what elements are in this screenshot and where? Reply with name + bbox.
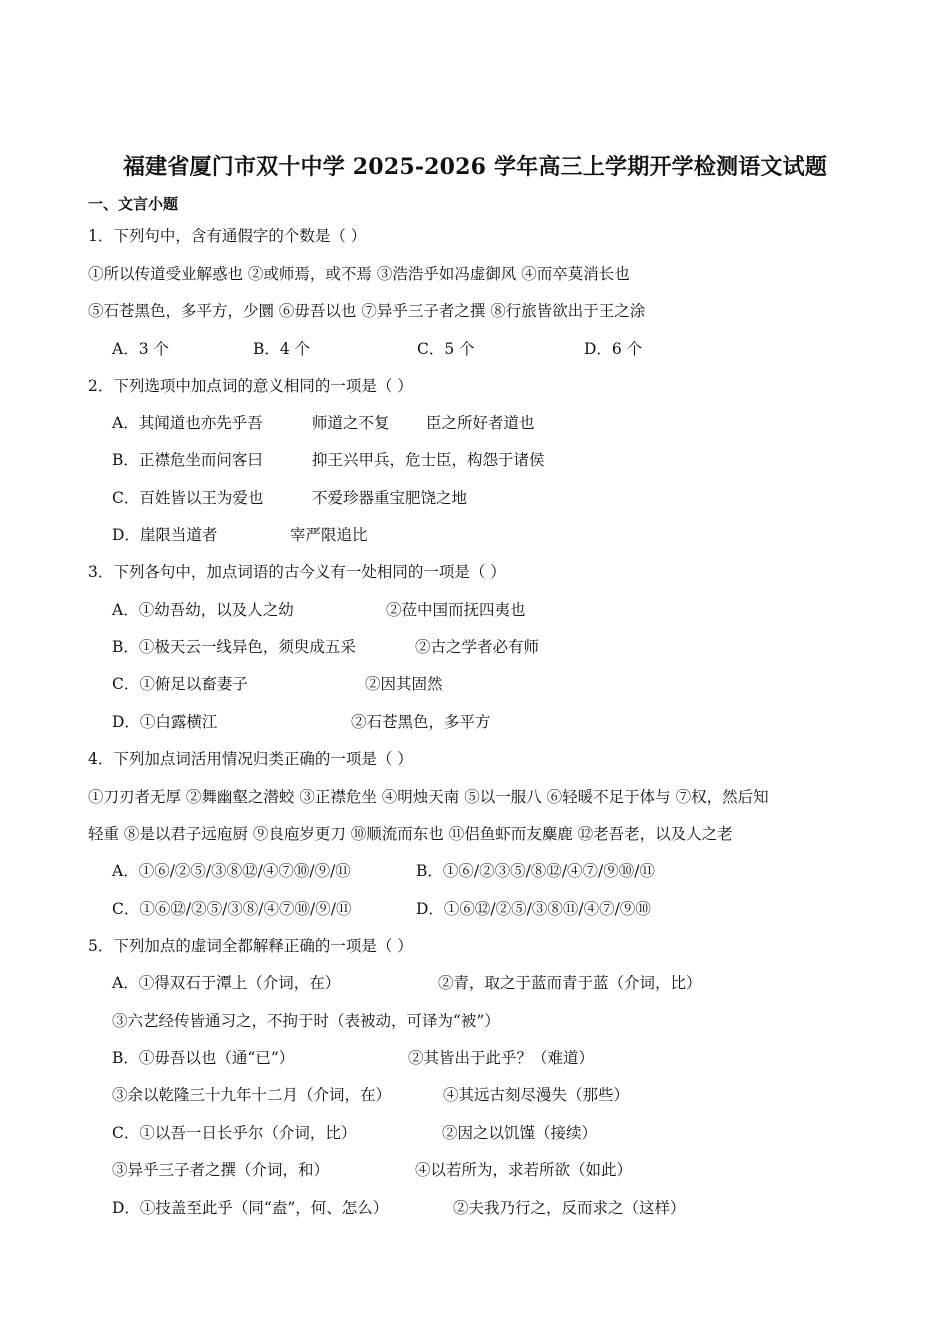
question-2-option-d-part-1: D．崖限当道者 [112,526,218,544]
question-5-option-a-part-2: ②青，取之于蓝而青于蓝（介词，比） [438,974,702,992]
question-2-option-c-part-2: 不爱珍器重宝肥饶之地 [312,489,468,507]
question-3-option-a-part-2: ②莅中国而抚四夷也 [386,601,526,619]
question-5-option-b-part-2: ②其皆出于此乎？（难道） [408,1049,595,1067]
question-1-stem: 1．下列句中，含有通假字的个数是（ ） [88,227,367,245]
question-3-option-d-part-1: D．①白露横江 [112,713,218,731]
question-5-option-c-part-2: ②因之以饥馑（接续） [442,1124,598,1142]
question-3-option-b-part-1: B．①极天云一线异色，须臾成五采 [112,638,356,656]
question-1-option-b: B．4 个 [253,340,311,358]
question-1-option-d: D．6 个 [584,340,643,358]
question-4-option-d: D．①⑥⑫/②⑤/③⑧⑪/④⑦/⑨⑩ [416,900,651,918]
question-2-stem: 2．下列选项中加点词的意义相同的一项是（ ） [88,377,413,395]
question-1-option-c: C．5 个 [417,340,475,358]
question-5-option-a-part-1: A．①得双石于潭上（介词，在） [112,974,341,992]
question-3-stem: 3．下列各句中，加点词语的古今义有一处相同的一项是（ ） [88,563,506,581]
question-2-option-a-part-1: A．其闻道也亦先乎吾 [112,414,263,432]
question-5-option-d-part-1: D．①技盖至此乎（同“盍”，何、怎么） [112,1199,389,1217]
question-4-option-c: C．①⑥⑫/②⑤/③⑧/④⑦⑩/⑨/⑪ [112,900,352,918]
section-heading: 一、文言小题 [88,195,179,213]
page-title: 福建省厦门市双十中学 2025-2026 学年高三上学期开学检测语文试题 [122,154,828,180]
question-3-option-c-part-2: ②因其固然 [365,675,443,693]
question-2-option-b-part-2: 抑王兴甲兵，危士臣，构怨于诸侯 [312,451,545,469]
question-2-option-a-part-3: 臣之所好者道也 [426,414,535,432]
question-4-option-b: B．①⑥/②③⑤/⑧⑫/④⑦/⑨⑩/⑪ [416,862,656,880]
question-5-option-b-part-1: B．①毋吾以也（通“已”） [112,1049,295,1067]
question-5-option-b-part-4: ④其远古刻尽漫失（那些） [443,1086,630,1104]
question-4-stem: 4．下列加点词活用情况归类正确的一项是（ ） [88,750,413,768]
question-2-option-a-part-2: 师道之不复 [312,414,390,432]
question-3-option-a-part-1: A．①幼吾幼，以及人之幼 [112,601,294,619]
question-5-stem: 5．下列加点的虚词全都解释正确的一项是（ ） [88,937,413,955]
question-1-option-a: A．3 个 [112,340,169,358]
question-4-line-2: 轻重 ⑧是以君子远庖厨 ⑨良庖岁更刀 ⑩顺流而东也 ⑪侣鱼虾而友麋鹿 ⑫老吾老，以及人之老 [88,825,733,843]
question-2-option-b-part-1: B．正襟危坐而问客曰 [112,451,263,469]
question-4-option-a: A．①⑥/②⑤/③⑧⑫/④⑦⑩/⑨/⑪ [112,862,351,880]
question-3-option-b-part-2: ②古之学者必有师 [415,638,540,656]
question-2-option-c-part-1: C．百姓皆以王为爱也 [112,489,264,507]
question-5-option-c-part-3: ③异乎三子者之撰（介词，和） [112,1161,330,1179]
question-5-option-c-part-4: ④以若所为，求若所欲（如此） [415,1161,633,1179]
question-3-option-d-part-2: ②石苍黑色，多平方 [351,713,491,731]
question-2-option-d-part-2: 宰严限追比 [290,526,368,544]
question-5-option-d-part-2: ②夫我乃行之，反而求之（这样） [453,1199,686,1217]
question-5-option-a-part-3: ③六艺经传皆通习之，不拘于时（表被动，可译为“被”） [112,1012,500,1030]
question-3-option-c-part-1: C．①俯足以畜妻子 [112,675,248,693]
question-5-option-c-part-1: C．①以吾一日长乎尔（介词，比） [112,1124,357,1142]
question-1-line-2: ⑤石苍黑色，多平方，少圜 ⑥毋吾以也 ⑦异乎三子者之撰 ⑧行旅皆欲出于王之涂 [88,302,646,320]
question-5-option-b-part-3: ③余以乾隆三十九年十二月（介词，在） [112,1086,392,1104]
question-4-line-1: ①刀刃者无厚 ②舞幽壑之潜蛟 ③正襟危坐 ④明烛天南 ⑤以一服八 ⑥轻暖不足于体与 ⑦权，然后知 [88,788,769,806]
question-1-line-1: ①所以传道受业解惑也 ②或师焉，或不焉 ③浩浩乎如冯虚御风 ④而卒莫消长也 [88,265,630,283]
